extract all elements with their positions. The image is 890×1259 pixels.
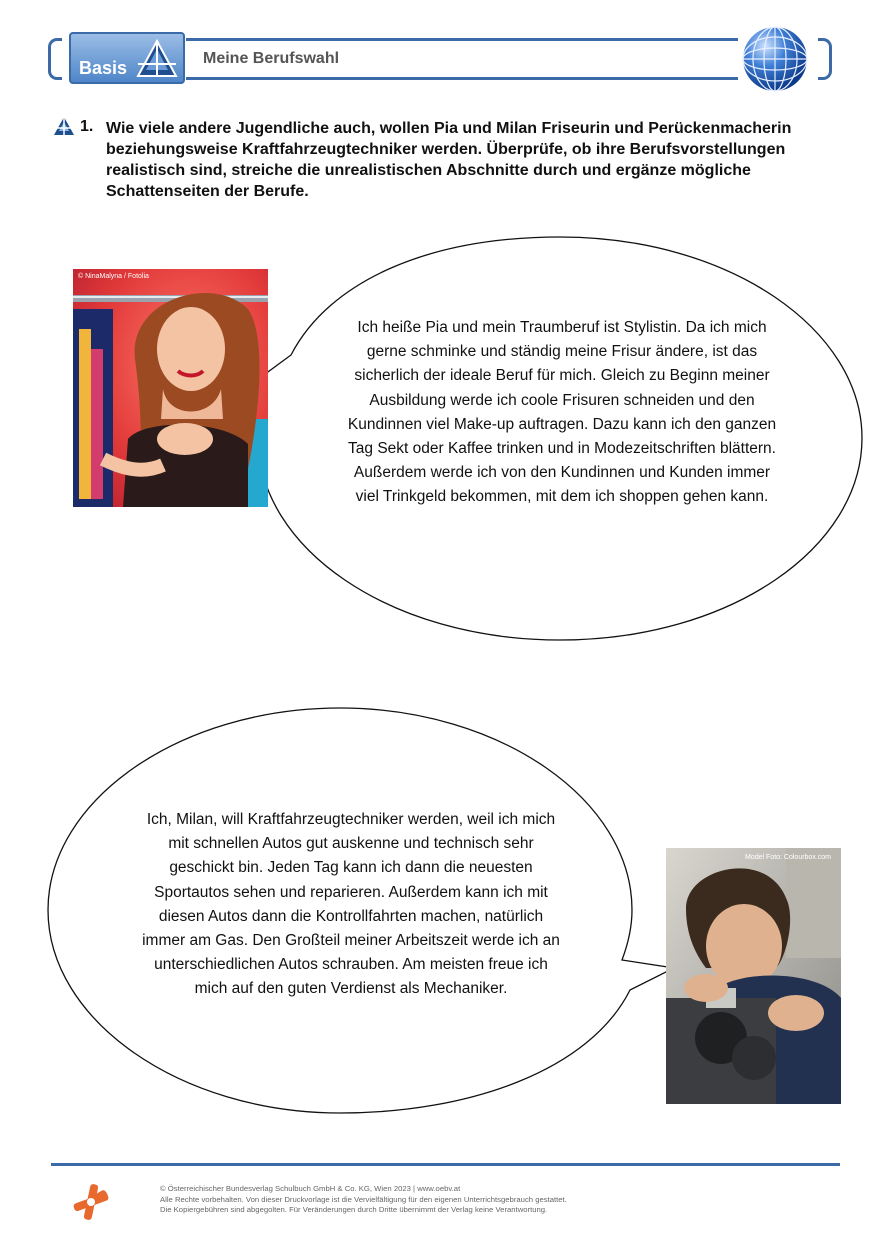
- footer-rule: [51, 1163, 840, 1166]
- speech-text-pia: Ich heiße Pia und mein Traumberuf ist Stylistin. Da ich mich gerne schminke und ständig meine Frisur ändere, ist das sicherlich der ideale Beruf für mich. Gleich zu Beginn meiner Ausbildung werde ich coole Frisuren schneiden und den Kundinnen viel Make-up auftragen. Dazu kann ich den ganzen Tag Sekt oder Kaffee trinken und in Modezeitschriften blättern. Außerdem werde ich von den Kundinnen und Kunden immer viel Trinkgeld bekommen, mit dem ich shoppen gehen kann.: [347, 319, 777, 506]
- photo-credit-milan: Model Foto: Colourbox.com: [745, 854, 831, 861]
- footer-line-3: Die Kopiergebühren sind abgegolten. Für Veränderungen durch Dritte übernimmt der Verlag keine Verantwortung.: [160, 1205, 548, 1214]
- task-instruction: Wie viele andere Jugendliche auch, wollen Pia und Milan Friseurin und Perückenmacherin beziehungsweise Kraftfahrzeugtechniker werden. Überprüfe, ob ihre Berufsvorstellungen realistisch sind, streiche die unrealistischen Abschnitte durch und ergänze mögliche Schattenseiten der Berufe.: [106, 120, 792, 200]
- oebv-star-logo: [72, 1183, 110, 1221]
- speech-text-milan: Ich, Milan, will Kraftfahrzeugtechniker werden, weil ich mich mit schnellen Autos gut auskenne und technisch sehr geschickt bin. Jeden Tag kann ich dann die neuesten Sportautos sehen und reparieren. Außerdem kann ich mit diesen Autos dann die Kontrollfahrten machen, natürlich immer am Gas. Den Großteil meiner Arbeitszeit werde ich an unterschiedlichen Autos schrauben. Am meisten freue ich mich auf den guten Verdienst als Mechaniker.: [142, 811, 560, 998]
- page-title: Meine Berufswahl: [203, 50, 340, 67]
- photo-pia: [73, 269, 268, 507]
- photo-milan: [666, 848, 841, 1104]
- basis-label: Basis: [79, 58, 128, 78]
- footer-line-1: © Österreichischer Bundesverlag Schulbuch GmbH & Co. KG, Wien 2023 | www.oebv.at: [160, 1184, 461, 1193]
- task-number: 1.: [80, 118, 94, 135]
- footer-line-2: Alle Rechte vorbehalten. Von dieser Druckvorlage ist die Vervielfältigung für den eigenen Unterrichtsgebrauch gestattet.: [160, 1194, 567, 1204]
- footer-copyright: [160, 1184, 567, 1216]
- photo-credit-pia: © NinaMalyna / Fotolia: [78, 273, 149, 280]
